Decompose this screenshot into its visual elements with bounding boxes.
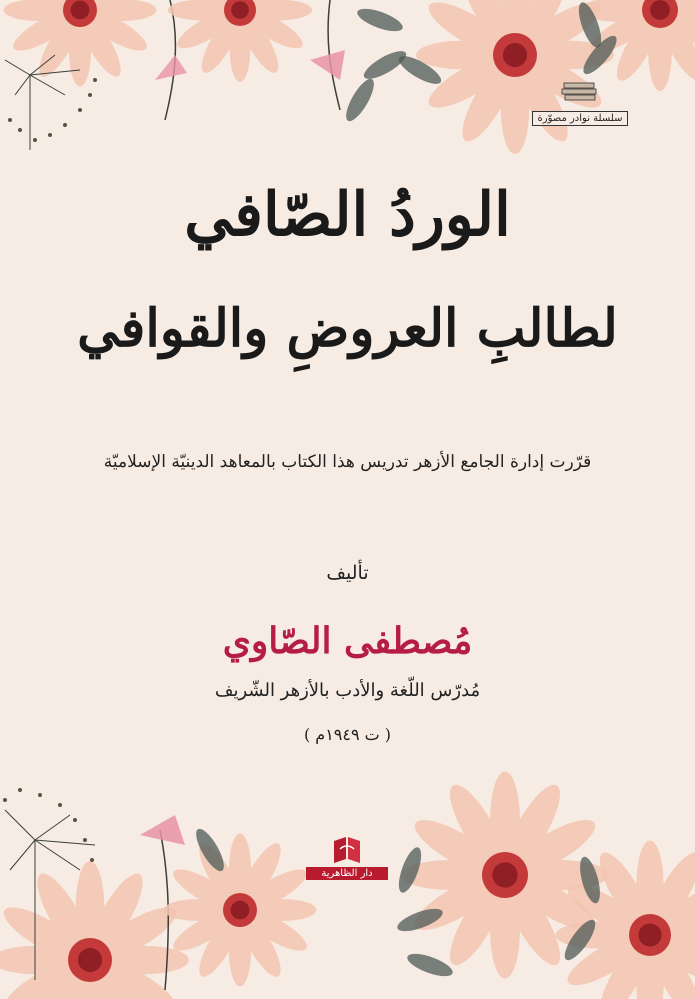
author-name: مُصطفى الصّاوي [222, 620, 473, 662]
author-role: مُدرّس اللّغة والأدب بالأزهر الشّريف [214, 680, 481, 701]
flower-top-right [416, 0, 695, 154]
flower-top-left [3, 0, 187, 150]
approval-note: قرّرت إدارة الجامع الأزهر تدريس هذا الكتاب بالمعاهد الدينيّة الإسلاميّة [103, 452, 592, 472]
publisher-emblem-icon [330, 835, 364, 865]
book-title-line2: لطالبِ العروضِ والقوافي [77, 298, 618, 359]
series-label: سلسلة نوادر مصوّرة [532, 111, 629, 126]
flower-bottom-left [0, 788, 316, 999]
series-badge [520, 80, 640, 126]
author-death-year: ( ت ١٩٤٩م ) [303, 725, 392, 744]
publisher-name: دار الظاهرية [306, 867, 388, 880]
publisher-logo [303, 835, 391, 890]
book-title-line1: الوردُ الصّافي [184, 180, 511, 250]
flower-bottom-right [394, 772, 695, 999]
authorship-label: تأليف [326, 562, 369, 584]
books-stack-icon [560, 80, 600, 102]
flower-top-center [168, 0, 445, 125]
